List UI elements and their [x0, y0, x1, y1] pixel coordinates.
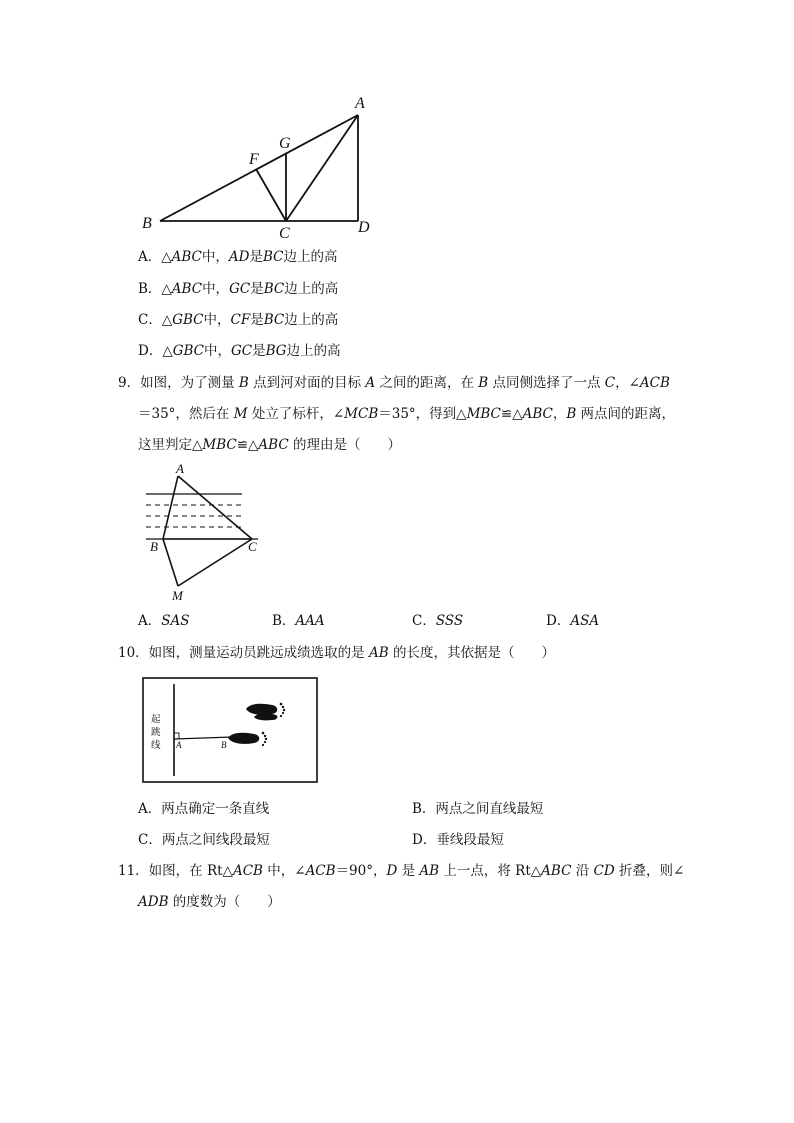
jump-line-char-3: 线 [151, 741, 161, 751]
q10-option-b: B．两点之间直线最短 [412, 801, 544, 817]
label-C: C [279, 225, 290, 242]
q8-option-c: C．△GBC中，CF是BC边上的高 [138, 312, 339, 328]
label-M: M [172, 588, 183, 603]
label-B: B [150, 539, 158, 554]
label-F: F [249, 151, 259, 168]
label-B: B [142, 215, 152, 232]
segment-AB [174, 737, 232, 739]
q11-stem-line2: ADB 的度数为（ ） [138, 894, 281, 910]
footprint-upper [246, 703, 285, 721]
q9-option-a: A．SAS [138, 613, 190, 629]
label-C: C [248, 539, 257, 554]
q9-option-c: C．SSS [412, 613, 464, 629]
q9-option-d: D．ASA [546, 613, 600, 629]
label-A: A [176, 740, 182, 750]
jump-line-char-1: 起 [151, 715, 161, 725]
label-G: G [279, 135, 291, 152]
q10-stem: 10．如图，测量运动员跳远成绩选取的是 AB 的长度，其依据是（ ） [118, 645, 555, 661]
q9-stem-line1: 9．如图，为了测量 B 点到河对面的目标 A 之间的距离，在 B 点同侧选择了一点 C，∠ACB [118, 375, 670, 391]
label-D: D [358, 219, 370, 236]
q8-option-a: A．△ABC中，AD是BC边上的高 [138, 249, 338, 265]
q10-option-d: D．垂线段最短 [412, 832, 504, 848]
q10-option-a: A．两点确定一条直线 [138, 801, 270, 817]
label-A: A [176, 461, 184, 476]
jump-line-char-2: 跳 [151, 728, 161, 738]
long-jump-pit-frame [143, 678, 317, 782]
label-A: A [355, 95, 365, 112]
q8-option-b: B．△ABC中，GC是BC边上的高 [138, 281, 339, 297]
label-B: B [221, 740, 227, 750]
q9-stem-line3: 这里判定△MBC≌△ABC 的理由是（ ） [138, 437, 401, 453]
footprint-lower [228, 732, 267, 746]
q9-option-b: B．AAA [272, 613, 325, 629]
q10-option-c: C．两点之间线段最短 [138, 832, 270, 848]
q9-stem-line2: ＝35°，然后在 M 处立了标杆，∠MCB＝35°，得到△MBC≌△ABC，B 两点间的距离， [138, 406, 676, 422]
q11-stem-line1: 11．如图，在 Rt△ACB 中，∠ACB＝90°，D 是 AB 上一点，将 Rt△ABC 沿 CD 折叠，则∠ [118, 863, 685, 879]
q8-option-d: D．△GBC中，GC是BG边上的高 [138, 343, 341, 359]
